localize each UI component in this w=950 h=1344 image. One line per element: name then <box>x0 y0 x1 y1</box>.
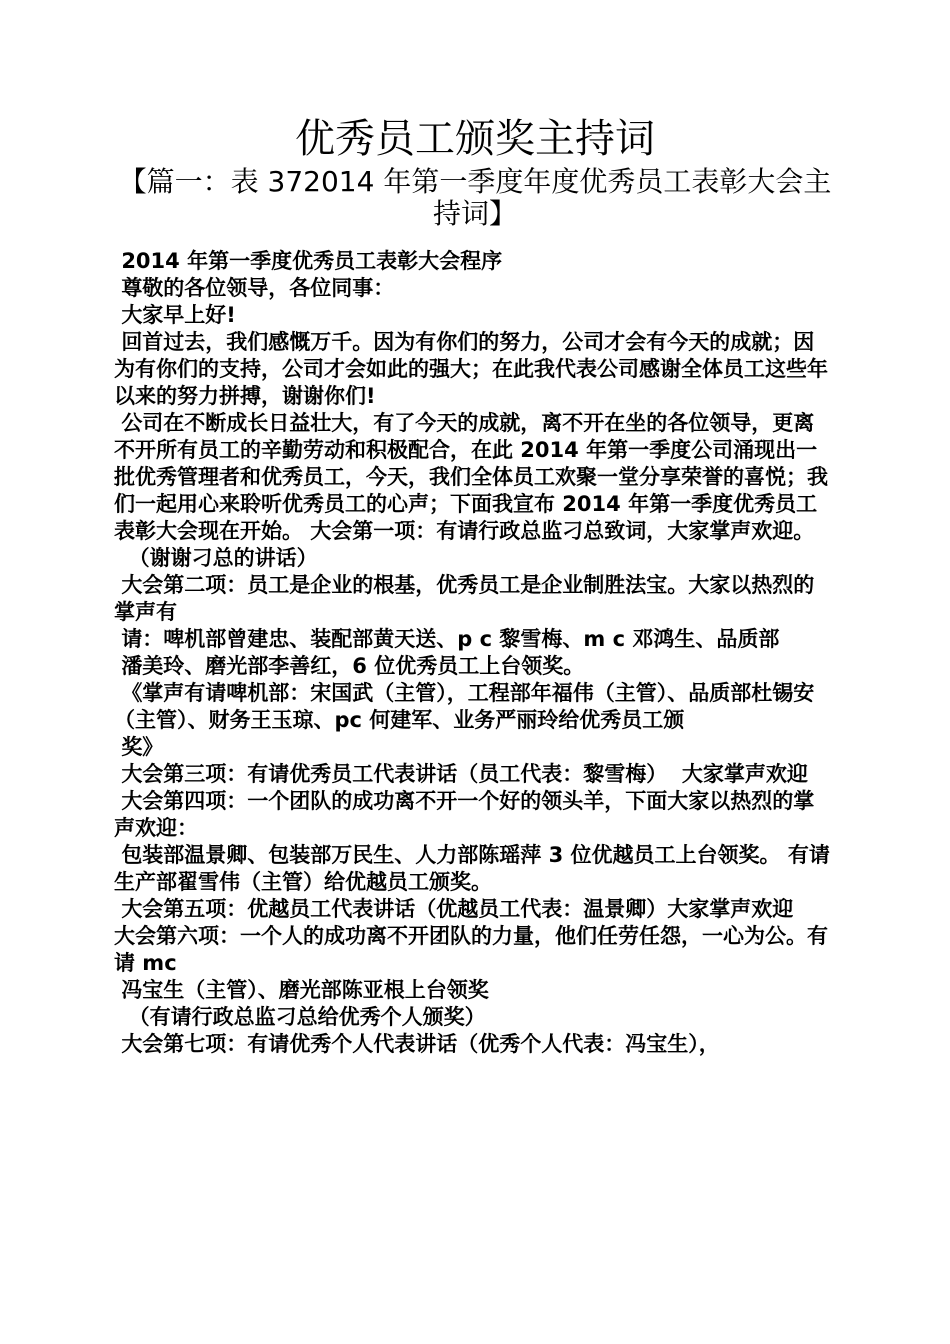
body-paragraph: 请：啤机部曾建忠、装配部黄天送、p c 黎雪梅、m c 邓鸿生、品质部 <box>114 627 780 651</box>
body-paragraph: 大会第五项：优越员工代表讲话（优越员工代表：温景卿）大家掌声欢迎 <box>114 897 794 921</box>
body-paragraph: 大会第六项：一个人的成功离不开团队的力量，他们任劳任怨，一心为公。有请 mc <box>114 924 828 975</box>
body-paragraph: 回首过去，我们感慨万千。因为有你们的努力，公司才会有今天的成就；因为有你们的支持，公司才会如此的强大；在此我代表公司感谢全体员工这些年以来的努力拼搏，谢谢你们! <box>114 330 828 408</box>
body-paragraph: 冯宝生（主管）、磨光部陈亚根上台领奖 <box>114 978 489 1002</box>
body-paragraph: 2014 年第一季度优秀员工表彰大会程序 <box>114 249 503 273</box>
body-paragraph: 潘美玲、磨光部李善红，6 位优秀员工上台领奖。 <box>114 654 585 678</box>
body-paragraph: （谢谢刁总的讲话） <box>114 546 318 570</box>
body-paragraph: 大会第七项：有请优秀个人代表讲话（优秀个人代表：冯宝生）， <box>114 1032 720 1056</box>
body-paragraph: 奖》 <box>114 735 164 759</box>
body-paragraph: 《掌声有请啤机部：宋国武（主管），工程部年福伟（主管）、品质部杜锡安（主管）、财务王玉琼、pc 何建军、业务严丽玲给优秀员工颁 <box>114 681 815 732</box>
document-subtitle: 【篇一：表 372014 年第一季度年度优秀员工表彰大会主持词】 <box>118 165 832 230</box>
document-title: 优秀员工颁奖主持词 <box>295 116 655 162</box>
body-paragraph: 大会第二项：员工是企业的根基，优秀员工是企业制胜法宝。大家以热烈的掌声有 <box>114 573 815 624</box>
document-body <box>114 248 834 1058</box>
body-paragraph: 包装部温景卿、包装部万民生、人力部陈瑶萍 3 位优越员工上台领奖。 有请生产部翟雪伟（主管）给优越员工颁奖。 <box>114 843 830 894</box>
body-paragraph: 公司在不断成长日益壮大，有了今天的成就，离不开在坐的各位领导，更离不开所有员工的辛勤劳动和积极配合，在此 2014 年第一季度公司涌现出一批优秀管理者和优秀员工，今天，我们全体员工欢聚一堂分享荣誉的喜悦；我们一起用心来聆听优秀员工的心声；下面我宣布 2014 年第一季度优秀员工表彰大会现在开始。 大会第一项：有请行政总监刁总致词，大家掌声欢迎。 <box>114 411 828 543</box>
body-paragraph: 尊敬的各位领导，各位同事： <box>114 276 395 300</box>
body-paragraph: 大家早上好! <box>114 303 236 327</box>
body-paragraph: 大会第三项：有请优秀员工代表讲话（员工代表：黎雪梅） 大家掌声欢迎 <box>114 762 808 786</box>
body-paragraph: （有请行政总监刁总给优秀个人颁奖） <box>114 1005 486 1029</box>
body-paragraph: 大会第四项：一个团队的成功离不开一个好的领头羊，下面大家以热烈的掌声欢迎： <box>114 789 815 840</box>
